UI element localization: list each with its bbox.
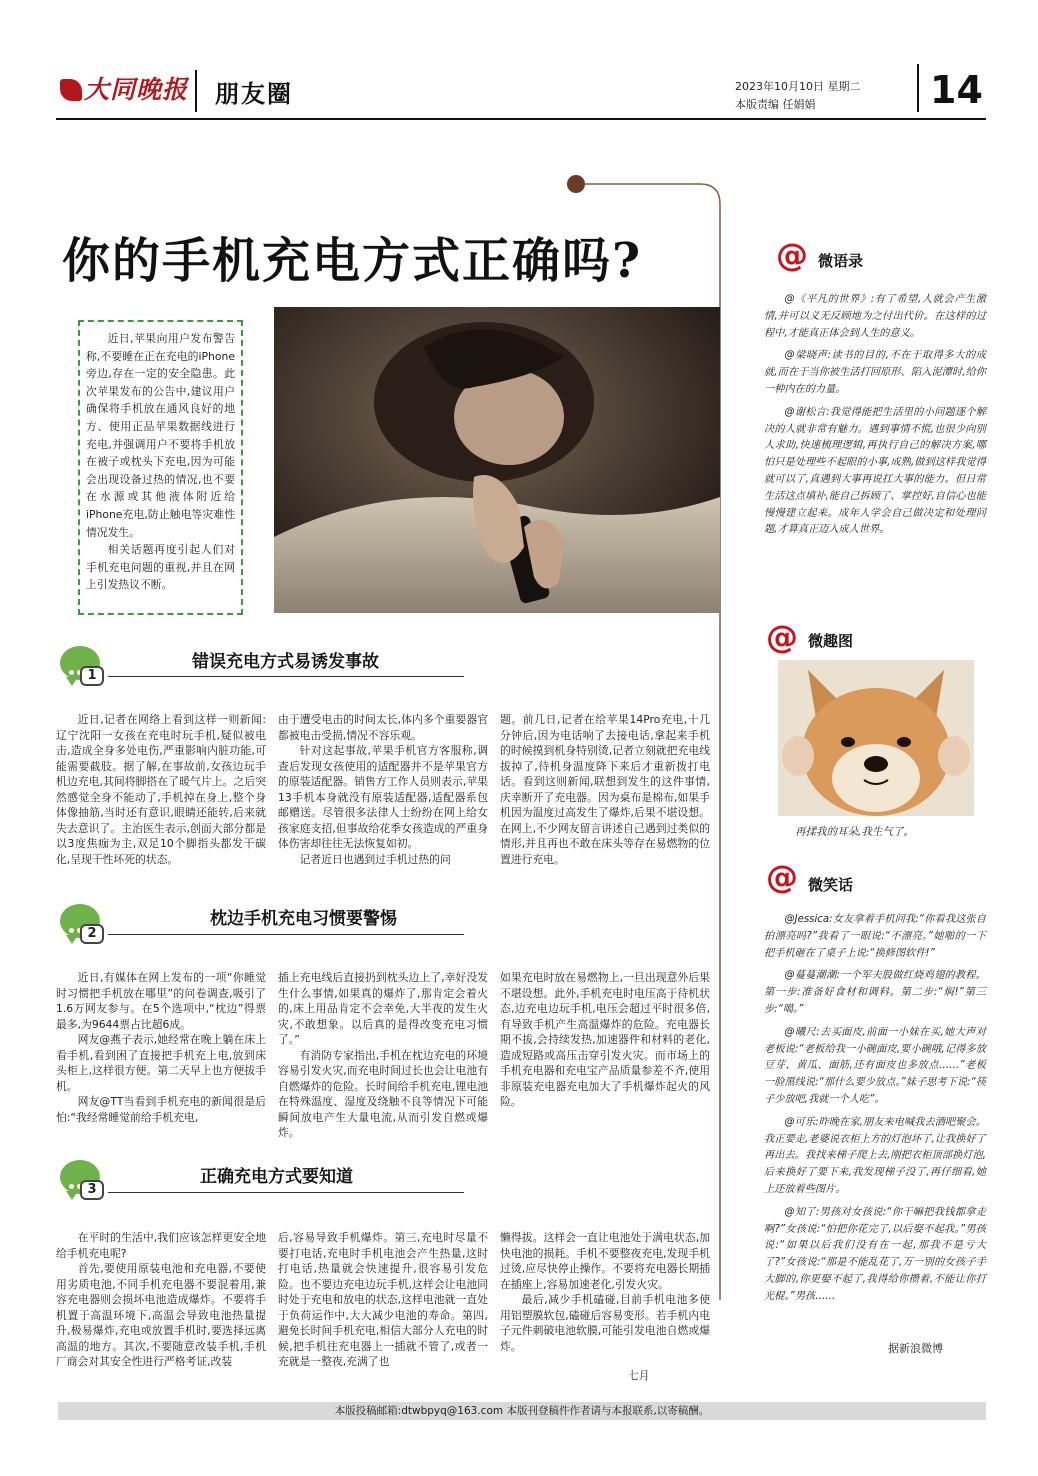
page-number: 14 bbox=[930, 68, 983, 112]
sidebar-fun-title: 微趣图 bbox=[808, 632, 854, 650]
article-column: 题。前几日,记者在给苹果14Pro充电,十几分钟后,因为电话响了去接电话,拿起来手机的时候摸到机身特别烫,记者立刻就把充电线拔掉了,待机身温度降下来后才重新拨打电话。看到这则新闻,联想到发生的这件事情,庆幸断开了充电器。因为桌布是棉布,如果手机因为温度过高发生了爆炸,后果不堪设想。在网上,不少网友留言讲述自己遇到过类似的情形,并且再也不敢在床头等存在易燃物的位置进行充电。 bbox=[500, 713, 710, 866]
section-number-badge: 1 bbox=[80, 666, 104, 686]
article-column: 如果充电时放在易燃物上,一旦出现意外后果不堪设想。此外,手机充电时电压高于待机状态,边充电边玩手机,电压会超过平时很多倍,有导致手机产生高温爆炸的危险。充电器长期不拔,会持续发热,加速器件和材料的老化,造成短路或高压击穿引发火灾。而市场上的手机充电器和充电宝产品质量参差不齐,使用非原装充电器充电加大了手机爆炸起火的风险。 bbox=[500, 971, 710, 1108]
section-number-badge: 2 bbox=[80, 924, 104, 944]
article-column: 近日,记者在网络上看到这样一则新闻:辽宁沈阳一女孩在充电时玩手机,疑似被电击,造成全身多处电伤,严重影响内脏功能,可能需要截肢。据了解,在事故前,女孩边玩手机边充电,其间将脚搭在了暖气片上。之后突然感觉全身不能动了,手机掉在身上,整个身体像抽筋,当时还有意识,眼睛还能转,后来就失去意识了。主治医生表示,创面大部分都是以3度焦痂为主,双足10个脚指头都发干碳化,呈现干性坏死的状态。 bbox=[56, 713, 266, 866]
article-column: 近日,有媒体在网上发布的一项“你睡觉时习惯把手机放在哪里”的问卷调查,吸引了1.6万网友参与。在5个选项中,“枕边”得票最多,为9644票占比超6成。 网友@燕子表示,她经常在晚上躺在床上看手机,看到困了直接把手机充上电,放到床头柜上,这样很方便。第二天早上也方便拔手机。 网友@TT当看到手机充电的新闻很是后怕:“我经常睡觉前给手机充电, bbox=[56, 971, 266, 1124]
at-sign-icon: @ bbox=[776, 236, 808, 274]
intro-box bbox=[78, 320, 243, 615]
joke-item: @蔓蔓潮潮:一个军夫股做红烧鸡翅的教程。第一步:准备好食材和调料。第二步:“焖!”第三步:“噶。” bbox=[764, 970, 986, 1015]
article-column: 由于遭受电击的时间太长,体内多个重要器官都被电击受损,情况不容乐观。 针对这起事故,苹果手机官方客服称,调查后发现女孩使用的适配器并不是苹果官方的原装适配器。销售方工作人员则表示,苹果13手机本身就没有原装适配器,适配器系包邮赠送。尽管很多法律人士纷纷在网上给女孩家庭支招,但事故给花季女孩造成的严重身体伤害却往往无法恢复如初。 记者近日也遇到过手机过热的问 bbox=[278, 713, 488, 866]
joke-item: @Jessica:女友拿着手机问我:“你看我这张自拍漂亮吗?”我看了一眼说:“不漂亮。”她啪的一下把手机砸在了桌子上说:“换修图软件!” bbox=[764, 914, 986, 959]
section-title: 错误充电方式易诱发事故 bbox=[192, 652, 379, 672]
woman-using-phone-in-bed-photo bbox=[274, 307, 720, 613]
article-column: 在平时的生活中,我们应该怎样更安全地给手机充电呢? 首先,要使用原装电池和充电器,不要使用劣质电池,不同手机充电器不要混着用,兼容充电器则会损坏电池造成爆炸。不要将手机置于高温环境下,高温会导致电池热量提升,极易爆炸,充电或放置手机时,要选择远离高温的地方。其次,不要随意改装手机,手机厂商会对其安全性进行严格考证,改装 bbox=[56, 1231, 266, 1368]
section-rule bbox=[108, 676, 464, 677]
masthead-rule bbox=[56, 118, 986, 120]
page-editor: 本版责编 任娟娟 bbox=[735, 98, 816, 111]
quote-item: @谢松言:我觉得能把生活里的小问题逐个解决的人就非常有魅力。遇到事情不慌,也很少向别人求助,快速梳理逻辑,再执行自己的解决方案,哪怕只是处理些不起眼的小事,成熟,做到这样我觉得就可以了,真遇到大事再说扛大事的能力。但日常生活这点填补,能自己拆顾了、掌控好,自信心也能慢慢建立起来。成年人学会自己做决定和处理问题,才算真正迈入成人世界。 bbox=[764, 406, 986, 536]
masthead-divider bbox=[195, 70, 197, 112]
photo-caption: 再揉我的耳朵,我生气了。 bbox=[795, 826, 914, 838]
section-name: 朋友圈 bbox=[215, 79, 293, 108]
section-number-badge: 3 bbox=[80, 1180, 104, 1200]
quote-item: @《平凡的世界》:有了希望,人就会产生激情,并可以义无反顾地为之付出代价。在这样的过程中,才能真正体会到人生的意义。 bbox=[764, 294, 986, 339]
article-author: 七月 bbox=[628, 1369, 650, 1382]
section-rule bbox=[108, 934, 464, 935]
sidebar-jokes-title: 微笑话 bbox=[808, 876, 854, 894]
shiba-dog-photo bbox=[778, 660, 974, 816]
sidebar-quotes-title: 微语录 bbox=[818, 252, 864, 270]
sidebar-quotes bbox=[764, 292, 986, 604]
intro-paragraph: 近日,苹果向用户发布警告称,不要睡在正在充电的iPhone旁边,存在一定的安全隐患。此次苹果发布的公告中,建议用户确保将手机放在通风良好的地方、使用正品苹果数据线进行充电,并强调用户不要将手机放在被子或枕头下充电,因为可能会出现设备过热的情况,也不要在水源或其他液体附近给iPhone充电,防止触电等灾难性情况发生。 bbox=[86, 332, 235, 539]
headline: 你的手机充电方式正确吗? bbox=[62, 233, 643, 289]
article-column: 后,容易导致手机爆炸。第三,充电时尽量不要打电话,充电时手机电池会产生热量,这时打电话,热量就会快速提升,很容易引发危险。也不要边充电边玩手机,这样会让电池同时处于充电和放电的状态,这样电池就一直处于负荷运作中,大大减少电池的寿命。第四,避免长时间手机充电,相信大部分人充电的时候,把手机往充电器上一插就不管了,或者一充就是一整夜,充满了也 bbox=[278, 1231, 488, 1368]
issue-date: 2023年10月10日 星期二 bbox=[735, 80, 861, 93]
at-sign-icon: @ bbox=[766, 618, 798, 656]
intro-paragraph: 相关话题再度引起人们对手机充电问题的重视,并且在网上引发热议不断。 bbox=[86, 543, 235, 592]
joke-item: @曦尺:去买面皮,前面一小妹在买,她大声对老板说:“老板给我一小碗面皮,要小碗哦,记得多放豆芽、黄瓜、面筋,还有面皮也多放点……”老板一脸黑线说:“那什么要少放点。”妹子思考下说:“筷子少放吧,我就一个人吃”。 bbox=[764, 1026, 986, 1105]
section-title: 正确充电方式要知道 bbox=[200, 1167, 353, 1187]
article-column: 插上充电线后直接扔到枕头边上了,幸好没发生什么事情,如果真的爆炸了,那肯定会着火的,床上用品肯定不会幸免,大半夜的发生火灾,不敢想象。以后真的是得改变充电习惯了。” 有消防专家指出,手机在枕边充电的环境容易引发火灾,而充电时间过长也会让电池有自燃爆炸的危险。长时间给手机充电,锂电池在特殊温度、湿度及绕触不良等情况下可能瞬间放电产生大量电流,从而引发自燃或爆炸。 bbox=[278, 971, 488, 1139]
at-sign-icon: @ bbox=[766, 858, 798, 896]
footer-contact-bar: 本版投稿邮箱:dtwbpyq@163.com 本版刊登稿件作者请与本报联系,以寄稿酬。 bbox=[58, 1402, 986, 1420]
sidebar-source: 据新浪微博 bbox=[888, 1342, 943, 1355]
joke-item: @可乐:昨晚在家,朋友来电喊我去酒吧聚会。我正要走,老婆说衣柜上方的灯泡坏了,让我换好了再出去。我找来梯子爬上去,刚把衣柜顶部换灯泡,后来换好了要下来,我发现梯子没了,再仔细看,她上还放着些图片。 bbox=[764, 1116, 986, 1195]
article-column: 懒得拔。这样会一直让电池处于满电状态,加快电池的损耗。手机不要整夜充电,发现手机过烫,应尽快停止操作。不要将充电器长期插在插座上,容易加速老化,引发火灾。 最后,减少手机磕碰,目前手机电池多使用铝塑膜软包,磕碰后容易变形。若手机内电子元件刺破电池软膜,可能引发电池自燃或爆炸。 bbox=[500, 1231, 710, 1353]
joke-item: @知了:男孩对女孩说:“你干嘛把我钱都拿走啊?”女孩说:“怕把你花完了,以后娶不起我。”男孩说:“如果以后我们没有在一起,那我不是亏大了?”女孩说:“那是不能乱花了,万一别的女孩子手大脚的,你更娶不起了,我得给你攒着,不能让你打光棍。”男孩…… bbox=[764, 1206, 986, 1302]
sidebar-jokes bbox=[764, 912, 986, 1334]
newspaper-logo: 大同晚报 bbox=[60, 72, 188, 108]
quote-item: @梁晓声:读书的目的,不在于取得多大的成就,而在于当你被生活打回原形、陷入泥潭时,给你一种内在的力量。 bbox=[764, 350, 986, 395]
section-title: 枕边手机充电习惯要警惕 bbox=[210, 909, 397, 929]
section-rule bbox=[108, 1192, 464, 1193]
page-number-divider bbox=[917, 64, 919, 112]
logo-emblem-icon bbox=[60, 79, 82, 101]
